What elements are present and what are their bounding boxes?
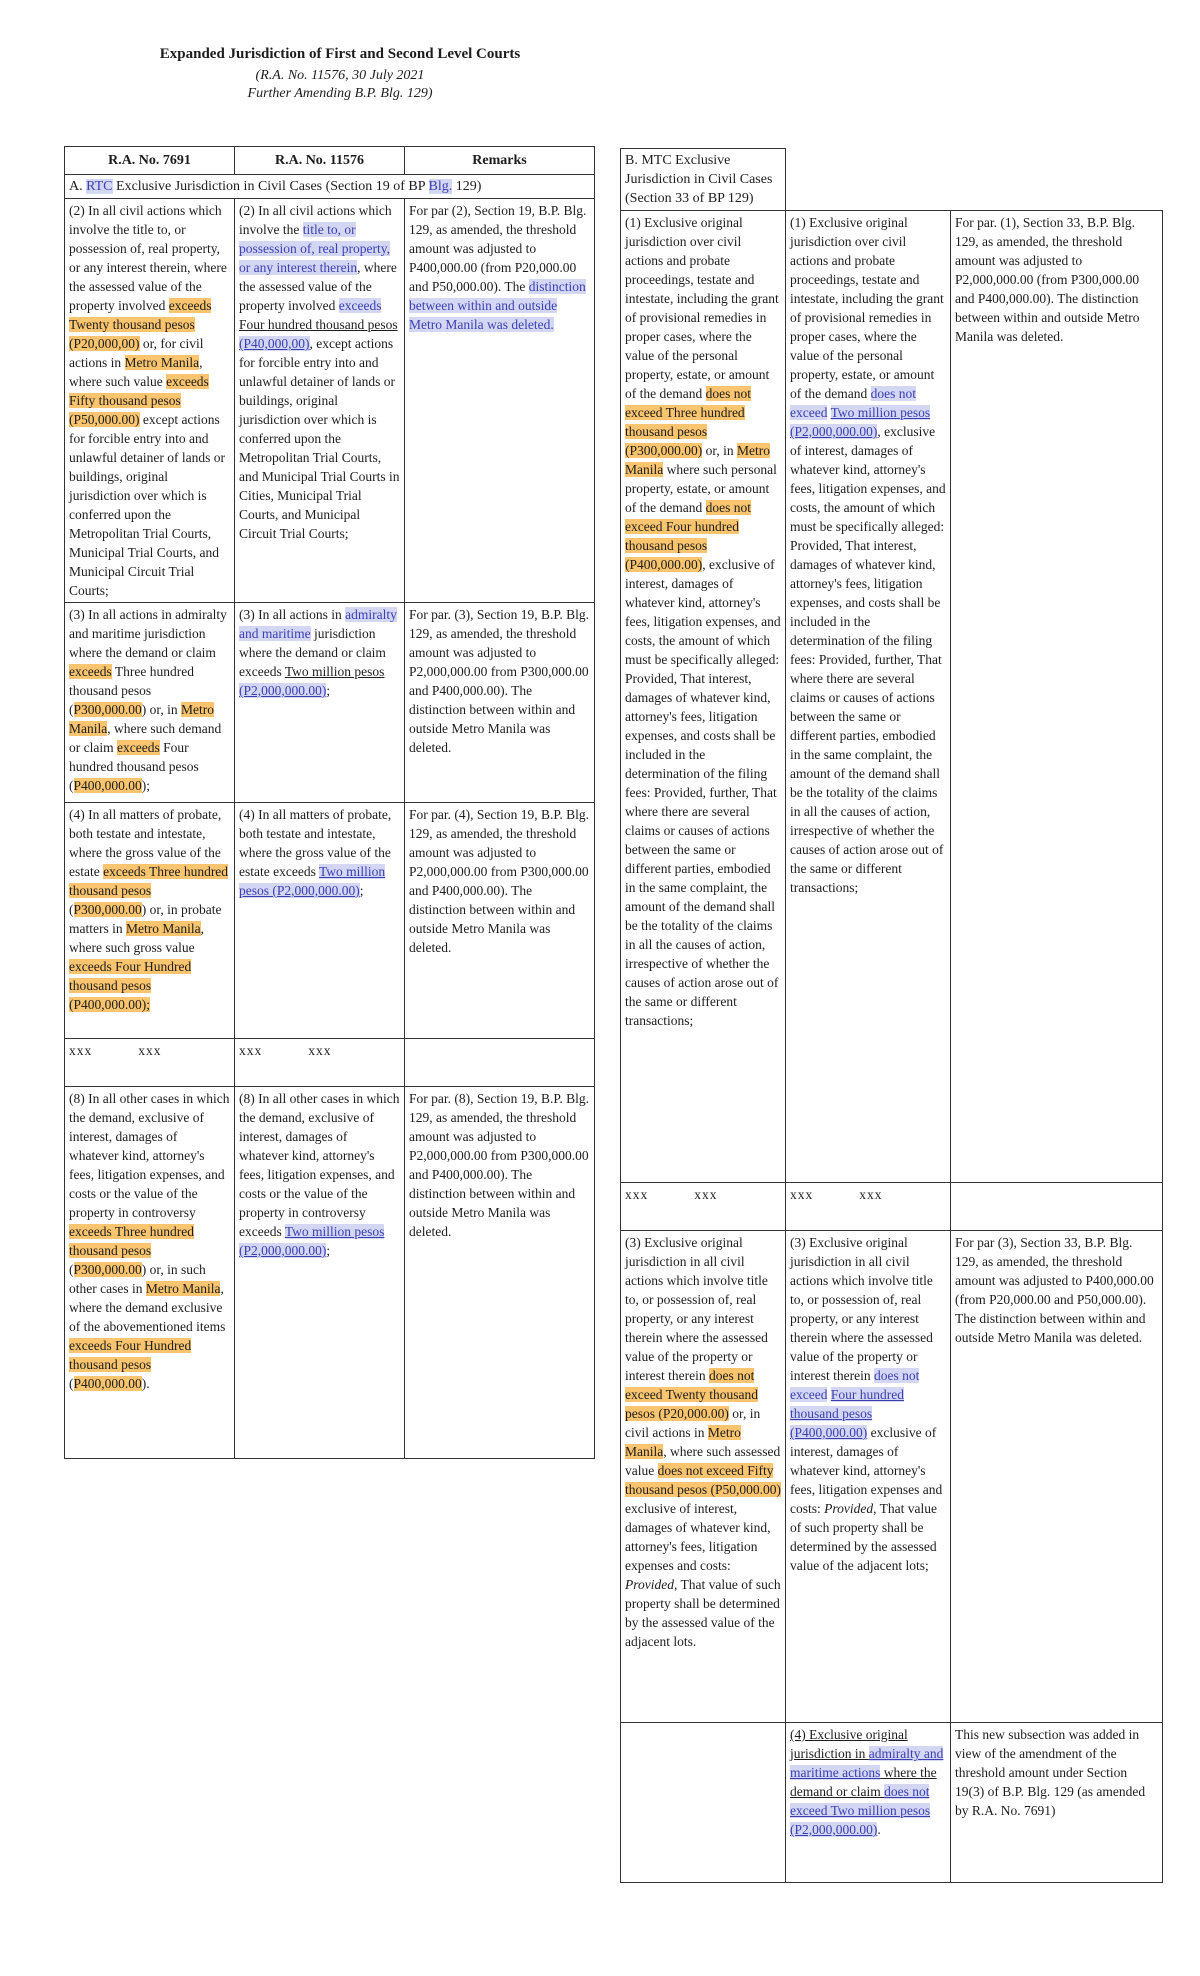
- column-header: Remarks: [405, 147, 595, 175]
- remark-par4: For par. (4), Section 19, B.P. Blg. 129, as amended, the threshold amount was adjusted to P2,000,000.00 from P300,000.00 and P400,000.00). The distinction between within and outside Metro Manila was deleted.: [405, 803, 595, 1039]
- text: (2) In all civil actions which involve the: [239, 203, 392, 237]
- highlight: Metro Manila: [145, 1281, 221, 1296]
- highlight: Two million pesos (P2,000,000.00): [790, 405, 931, 439]
- text: ) or, in such other cases in: [69, 1262, 206, 1296]
- highlight: Two million pesos (P2,000,000.00): [239, 1224, 385, 1258]
- text: Three hundred thousand pesos (: [69, 664, 194, 717]
- table-header-row: [65, 147, 595, 175]
- text: , where the assessed value of the property involved: [239, 260, 397, 313]
- italic-text: Provided: [824, 1501, 874, 1516]
- text: or, for civil actions in: [69, 336, 204, 370]
- empty-cell: [951, 149, 1163, 211]
- text: , where such gross value: [69, 921, 204, 955]
- column-header: R.A. No. 7691: [65, 147, 235, 175]
- highlight: does not exceed Four hundred thousand pesos (P400,000.00): [625, 500, 751, 572]
- highlight: RTC: [86, 179, 113, 194]
- text: ;: [326, 683, 331, 698]
- old-provision-par3: [65, 603, 235, 803]
- text: 129): [452, 179, 482, 194]
- text: ) or, in: [141, 702, 181, 717]
- underline: (4) Exclusive original jurisdiction in: [790, 1727, 908, 1761]
- text: (3) In all actions in: [239, 607, 346, 622]
- column-header: R.A. No. 11576: [235, 147, 405, 175]
- text: exclusive of interest, damages of whatever kind, attorney's fees, litigation expenses and costs:: [790, 1425, 943, 1516]
- remark-mtc-par4: This new subsection was added in view of the amendment of the threshold amount under Section 19(3) of B.P. Blg. 129 (as amended by R.A. No. 7691): [951, 1723, 1163, 1883]
- text: jurisdiction where the demand or claim exceeds: [239, 626, 386, 679]
- document-subtitle-2: Further Amending B.P. Blg. 129): [247, 86, 433, 101]
- text: or, in: [702, 443, 737, 458]
- empty-cell: [951, 1183, 1163, 1231]
- table-row: [65, 199, 595, 603]
- highlight: P300,000.00: [73, 702, 142, 717]
- highlight: exceeds Fifty thousand pesos (P50,000.00): [69, 374, 209, 427]
- text: except actions for forcible entry into and unlawful detainer of lands or buildings, original jurisdiction over which is conferred upon the Metropolitan Trial Courts, Municipal Trial Courts, and Municipal Circuit Trial Courts;: [69, 412, 225, 598]
- table-row: [65, 1087, 595, 1459]
- ellipsis: xxx: [859, 1187, 883, 1202]
- remark-mtc-par3: For par (3), Section 33, B.P. Blg. 129, as amended, the threshold amount was adjusted to P400,000.00 (from P20,000.00 and P50,000.00). The distinction between within and outside Metro Manila was deleted.: [951, 1231, 1163, 1723]
- highlight: P300,000.00: [73, 902, 142, 917]
- ellipsis-cell: [235, 1039, 405, 1087]
- text: A.: [69, 179, 87, 194]
- mtc-jurisdiction-table: [620, 148, 1163, 1883]
- section-title-mtc: B. MTC Exclusive Jurisdiction in Civil Cases (Section 33 of BP 129): [621, 149, 786, 211]
- highlight: P300,000.00: [73, 1262, 142, 1277]
- italic-text: Provided: [625, 1577, 674, 1592]
- highlight: exceeds Three hundred thousand pesos: [69, 1224, 194, 1258]
- text: ;: [326, 1243, 331, 1258]
- highlight: admiralty and maritime: [239, 607, 397, 641]
- ellipsis-cell: [786, 1183, 951, 1231]
- highlight: admiralty and maritime actions: [790, 1746, 944, 1780]
- empty-cell: [786, 149, 951, 211]
- document-subtitle-1: (R.A. No. 11576, 30 July 2021: [255, 68, 425, 83]
- new-provision-par8: [235, 1087, 405, 1459]
- text: , exclusive of interest, damages of whatever kind, attorney's fees, litigation expenses, and costs, the amount of which must be specifically alleged: Provided, That interest, damages of whatever kind, attorney's fees, litigation expenses, and costs shall be included in the determination of the filing fees: Provided, further, That where there are several claims or causes of actions between the same or different parties, embodied in the same complaint, the amount of the demand shall be the totality of the claims in all the causes of action, irrespective of whether the causes of action arose out of the same or different transactions;: [625, 557, 781, 1028]
- text: exclusive of interest, damages of whatever kind, attorney's fees, litigation expenses and costs:: [625, 1501, 771, 1573]
- text: (: [69, 1262, 74, 1277]
- text: (8) In all other cases in which the demand, exclusive of interest, damages of whatever kind, attorney's fees, litigation expenses, and costs or the value of the property in controversy: [69, 1091, 230, 1220]
- text: ;: [359, 883, 364, 898]
- text: Four hundred thousand pesos (: [69, 740, 199, 793]
- section-title-rtc: [65, 175, 595, 199]
- text: (2) In all civil actions which involve the title to, or possession of, real property, or any interest therein, where the assessed value of the property involved: [69, 203, 227, 313]
- highlight: Metro Manila: [124, 355, 200, 370]
- new-provision-par3: [235, 603, 405, 803]
- ellipsis: xxx: [308, 1043, 332, 1058]
- highlight: exceeds Twenty thousand pesos (P20,000,00): [69, 298, 212, 351]
- highlight: exceeds Three hundred thousand pesos: [69, 864, 229, 898]
- highlight: does not exceed Three hundred thousand pesos (P300,000.00): [625, 386, 751, 458]
- rtc-jurisdiction-table: [64, 146, 595, 1459]
- remark-par3: For par. (3), Section 19, B.P. Blg. 129, as amended, the threshold amount was adjusted to P2,000,000.00 from P300,000.00 and P400,000.00). The distinction between within and outside Metro Manila was deleted.: [405, 603, 595, 803]
- new-provision-mtc-par3: [786, 1231, 951, 1723]
- text: , That value of such property shall be determined by the assessed value of the adjacent lots;: [790, 1501, 937, 1573]
- highlight: P400,000.00: [73, 1376, 142, 1391]
- table-row: [621, 1183, 1163, 1231]
- new-provision-mtc-par1: [786, 211, 951, 1183]
- highlight: does not exceed Fifty thousand pesos (P50,000.00): [625, 1463, 781, 1497]
- text: Exclusive Jurisdiction in Civil Cases (Section 19 of BP: [112, 179, 429, 194]
- ellipsis-cell: [65, 1039, 235, 1087]
- text: (3) In all actions in admiralty and maritime jurisdiction where the demand or claim: [69, 607, 227, 660]
- text: (: [69, 902, 74, 917]
- underline: where the demand or claim: [790, 1765, 937, 1799]
- text: (3) Exclusive original jurisdiction in all civil actions which involve title to, or possession of, real property, or any interest therein where the assessed value of the property or interest therein: [625, 1235, 768, 1383]
- highlight: exceeds: [338, 298, 382, 313]
- text: (: [69, 1376, 74, 1391]
- new-provision-par4: [235, 803, 405, 1039]
- highlight: (P2,000,000.00): [239, 683, 327, 698]
- highlight: P400,000.00: [73, 778, 142, 793]
- text: , exclusive of interest, damages of whatever kind, attorney's fees, litigation expenses, and costs, the amount of which must be specifically alleged: Provided, That interest, damages of whatever kind, attorney's fees, litigation expenses, and costs shall be included in the determination of the filing fees: Provided, further, That where there are several claims or causes of actions between the same or different parties, embodied in the same complaint, the amount of the demand shall be the totality of the claims in all the causes of action, irrespective of whether the causes of action arose out of the same or different transactions;: [790, 424, 946, 895]
- highlight: Metro Manila: [69, 702, 214, 736]
- text: ) or, in probate matters in: [69, 902, 222, 936]
- text: , where such value: [69, 355, 203, 389]
- text: , That value of such property shall be determined by the assessed value of the adjacent lots.: [625, 1577, 781, 1649]
- empty-cell: [621, 1723, 786, 1883]
- highlight: Metro Manila: [625, 1425, 741, 1459]
- text: For par (2), Section 19, B.P. Blg. 129, as amended, the threshold amount was adjusted to P400,000.00 (from P20,000.00 and P50,000.00). The: [409, 203, 587, 294]
- ellipsis-cell: [621, 1183, 786, 1231]
- text: (4) In all matters of probate, both testate and intestate, where the gross value of the estate: [69, 807, 222, 879]
- highlight: Metro Manila: [625, 443, 770, 477]
- text: (1) Exclusive original jurisdiction over civil actions and probate proceedings, testate and intestate, including the grant of provisional remedies in proper cases, where the value of the personal property, estate, or amount of the demand: [790, 215, 944, 401]
- highlight: title to, or possession of, real property, or any interest therein: [239, 222, 390, 275]
- ellipsis: xxx: [239, 1043, 263, 1058]
- highlight: (P40,000,00): [239, 336, 310, 351]
- highlight: does not exceed: [790, 1368, 920, 1402]
- text: (8) In all other cases in which the demand, exclusive of interest, damages of whatever kind, attorney's fees, litigation expenses, and costs or the value of the property in controversy exceeds: [239, 1091, 400, 1239]
- highlight: Blg.: [428, 179, 453, 194]
- section-title-row: [65, 175, 595, 199]
- highlight: Two million pesos (P2,000,000.00): [239, 864, 386, 898]
- table-row: [65, 803, 595, 1039]
- ellipsis: xxx: [138, 1043, 162, 1058]
- highlight: Metro Manila: [126, 921, 201, 936]
- old-provision-mtc-par3: [621, 1231, 786, 1723]
- old-provision-par2: [65, 199, 235, 603]
- document-heading: [0, 46, 680, 103]
- text: , where such demand or claim: [69, 721, 222, 755]
- text: ).: [141, 1376, 150, 1391]
- remark-mtc-par1: For par. (1), Section 33, B.P. Blg. 129, as amended, the threshold amount was adjusted to P2,000,000.00 (from P300,000.00 and P400,000.00). The distinction between within and outside Metro Manila was deleted.: [951, 211, 1163, 1183]
- highlight: exceeds: [116, 740, 160, 755]
- ellipsis: xxx: [625, 1187, 649, 1202]
- text: );: [141, 778, 151, 793]
- text: , where such assessed value: [625, 1444, 781, 1478]
- text: (4) In all matters of probate, both testate and intestate, where the gross value of the estate exceeds: [239, 807, 392, 879]
- highlight: Four hundred thousand pesos (P400,000.00): [790, 1387, 904, 1440]
- underline: Four hundred thousand pesos: [239, 317, 398, 332]
- ellipsis: xxx: [790, 1187, 814, 1202]
- highlight: does not exceed Two million pesos (P2,000,000.00): [790, 1784, 931, 1837]
- text: where such personal property, estate, or amount of the demand: [625, 462, 777, 515]
- new-provision-par2: [235, 199, 405, 603]
- underline: Two million pesos: [284, 664, 385, 679]
- table-row: [621, 1723, 1163, 1883]
- text: or, in civil actions in: [625, 1406, 761, 1440]
- text: , where the demand exclusive of the abovementioned items: [69, 1281, 226, 1334]
- remark-par8: For par. (8), Section 19, B.P. Blg. 129, as amended, the threshold amount was adjusted to P2,000,000.00 from P300,000.00 and P400,000.00). The distinction between within and outside Metro Manila was deleted.: [405, 1087, 595, 1459]
- table-row: [621, 211, 1163, 1183]
- old-provision-mtc-par1: [621, 211, 786, 1183]
- document-title: Expanded Jurisdiction of First and Second Level Courts: [159, 46, 521, 62]
- highlight: exceeds: [69, 664, 112, 679]
- new-provision-mtc-par4: [786, 1723, 951, 1883]
- text: (3) Exclusive original jurisdiction in all civil actions which involve title to, or possession of, real property, or any interest therein where the assessed value of the property or interest therein: [790, 1235, 933, 1383]
- old-provision-par4: [65, 803, 235, 1039]
- section-title-row: [621, 149, 1163, 211]
- highlight: exceeds Four Hundred thousand pesos (P400,000.00);: [69, 959, 192, 1012]
- table-row: [621, 1231, 1163, 1723]
- text: , except actions for forcible entry into and unlawful detainer of lands or buildings, original jurisdiction over which is conferred upon the Metropolitan Trial Courts, and Municipal Trial Courts in Cities, Municipal Trial Courts, and Municipal Circuit Trial Courts;: [239, 336, 400, 541]
- text: (1) Exclusive original jurisdiction over civil actions and probate proceedings, testate and intestate, including the grant of provisional remedies in proper cases, where the value of the personal property, estate, or amount of the demand: [625, 215, 779, 401]
- empty-cell: [405, 1039, 595, 1087]
- highlight: distinction between within and outside Metro Manila was deleted.: [409, 279, 586, 332]
- text: .: [877, 1822, 881, 1837]
- old-provision-par8: [65, 1087, 235, 1459]
- remark-par2: [405, 199, 595, 603]
- highlight: does not exceed Twenty thousand pesos (P20,000.00): [625, 1368, 759, 1421]
- table-row: [65, 603, 595, 803]
- table-row: [65, 1039, 595, 1087]
- highlight: does not exceed: [790, 386, 916, 420]
- ellipsis: xxx: [69, 1043, 93, 1058]
- ellipsis: xxx: [694, 1187, 718, 1202]
- highlight: exceeds Four Hundred thousand pesos: [69, 1338, 192, 1372]
